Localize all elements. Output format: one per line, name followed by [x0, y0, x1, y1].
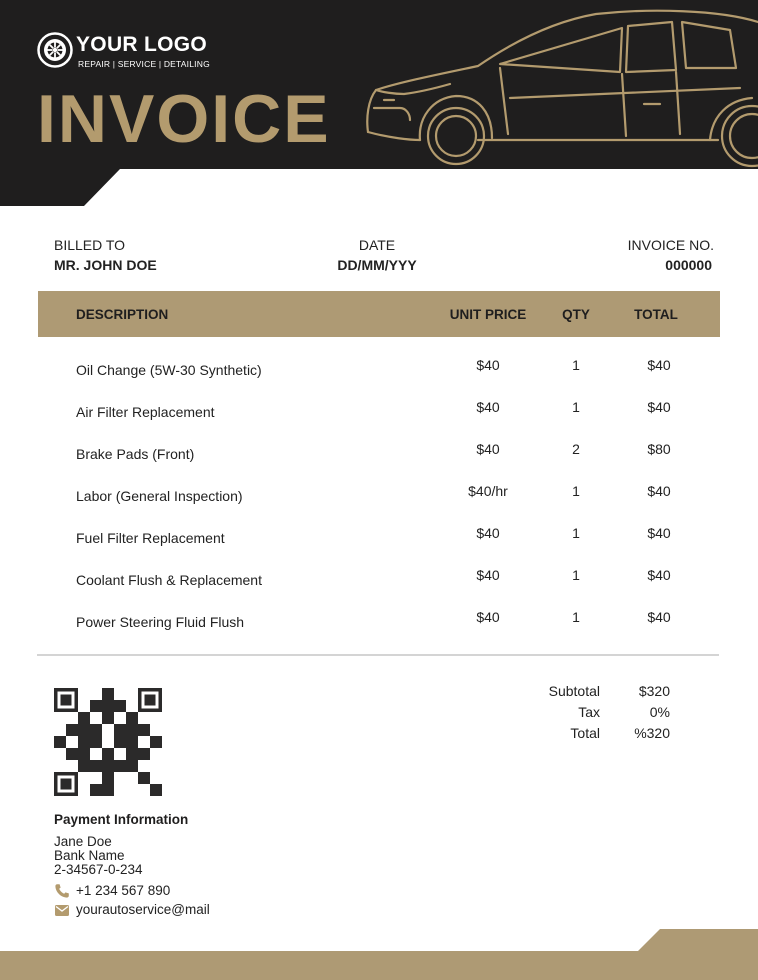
table-row	[38, 392, 720, 434]
car-outline-icon	[360, 8, 758, 169]
row-total: $40	[647, 525, 671, 541]
totals-labels	[549, 683, 600, 746]
subtotal-value: $320	[638, 683, 670, 699]
table-row	[38, 350, 720, 392]
row-qty: 1	[572, 525, 580, 541]
row-unit-price: $40/hr	[468, 483, 508, 499]
table-row	[38, 602, 720, 644]
email-address[interactable]: yourautoservice@mail	[76, 902, 210, 917]
header-total: TOTAL	[634, 307, 678, 322]
payment-bank: Bank Name	[54, 848, 125, 863]
row-total: $40	[647, 399, 671, 415]
row-total: $40	[647, 483, 671, 499]
payment-account: 2-34567-0-234	[54, 862, 143, 877]
row-total: $40	[647, 567, 671, 583]
row-description: Power Steering Fluid Flush	[76, 614, 245, 630]
row-description: Air Filter Replacement	[76, 404, 215, 420]
row-total: $40	[647, 357, 671, 373]
qr-code-icon	[54, 688, 162, 796]
billed-to-block	[54, 237, 157, 273]
billed-to-label: BILLED TO	[54, 237, 126, 253]
total-value: %320	[634, 725, 670, 741]
invoice-number-value: 000000	[665, 257, 712, 273]
invoice-number-block	[628, 237, 714, 273]
invoice-title: INVOICE	[37, 81, 331, 157]
tax-label: Tax	[578, 704, 600, 720]
row-qty: 1	[572, 609, 580, 625]
billed-to-value: MR. JOHN DOE	[54, 257, 157, 273]
logo-tagline: REPAIR | SERVICE | DETAILING	[78, 59, 210, 69]
date-value: DD/MM/YYY	[337, 257, 417, 273]
date-block	[317, 237, 437, 273]
tax-value: 0%	[649, 704, 670, 720]
payment-name: Jane Doe	[54, 834, 112, 849]
subtotal-label: Subtotal	[548, 683, 600, 699]
header-unit-price: UNIT PRICE	[449, 307, 527, 322]
row-description: Coolant Flush & Replacement	[76, 572, 262, 588]
date-label: DATE	[358, 237, 396, 253]
totals-values	[634, 683, 670, 746]
phone-number[interactable]: +1 234 567 890	[76, 883, 171, 898]
wheel-logo-icon	[37, 32, 73, 68]
row-qty: 1	[572, 567, 580, 583]
row-unit-price: $40	[476, 525, 500, 541]
header-description: DESCRIPTION	[76, 307, 169, 322]
row-description: Fuel Filter Replacement	[76, 530, 225, 546]
row-qty: 2	[572, 441, 580, 457]
total-label: Total	[570, 725, 600, 741]
table-row	[38, 476, 720, 518]
row-qty: 1	[572, 399, 580, 415]
logo-title: YOUR LOGO	[76, 33, 208, 56]
header-qty: QTY	[562, 307, 590, 322]
row-qty: 1	[572, 357, 580, 373]
row-unit-price: $40	[476, 441, 500, 457]
row-description: Brake Pads (Front)	[76, 446, 195, 462]
row-total: $80	[647, 441, 671, 457]
table-row	[38, 518, 720, 560]
row-unit-price: $40	[476, 399, 500, 415]
footer-band	[0, 929, 758, 980]
mail-icon	[54, 902, 70, 918]
row-unit-price: $40	[476, 357, 500, 373]
row-unit-price: $40	[476, 567, 500, 583]
row-qty: 1	[572, 483, 580, 499]
table-row	[38, 560, 720, 602]
row-total: $40	[647, 609, 671, 625]
row-unit-price: $40	[476, 609, 500, 625]
table-divider	[37, 654, 719, 656]
phone-icon	[54, 883, 70, 899]
table-header	[38, 291, 720, 337]
row-description: Labor (General Inspection)	[76, 488, 243, 504]
payment-title: Payment Information	[54, 812, 189, 827]
invoice-number-label: INVOICE NO.	[627, 237, 714, 253]
table-row	[38, 434, 720, 476]
row-description: Oil Change (5W-30 Synthetic)	[76, 362, 262, 378]
